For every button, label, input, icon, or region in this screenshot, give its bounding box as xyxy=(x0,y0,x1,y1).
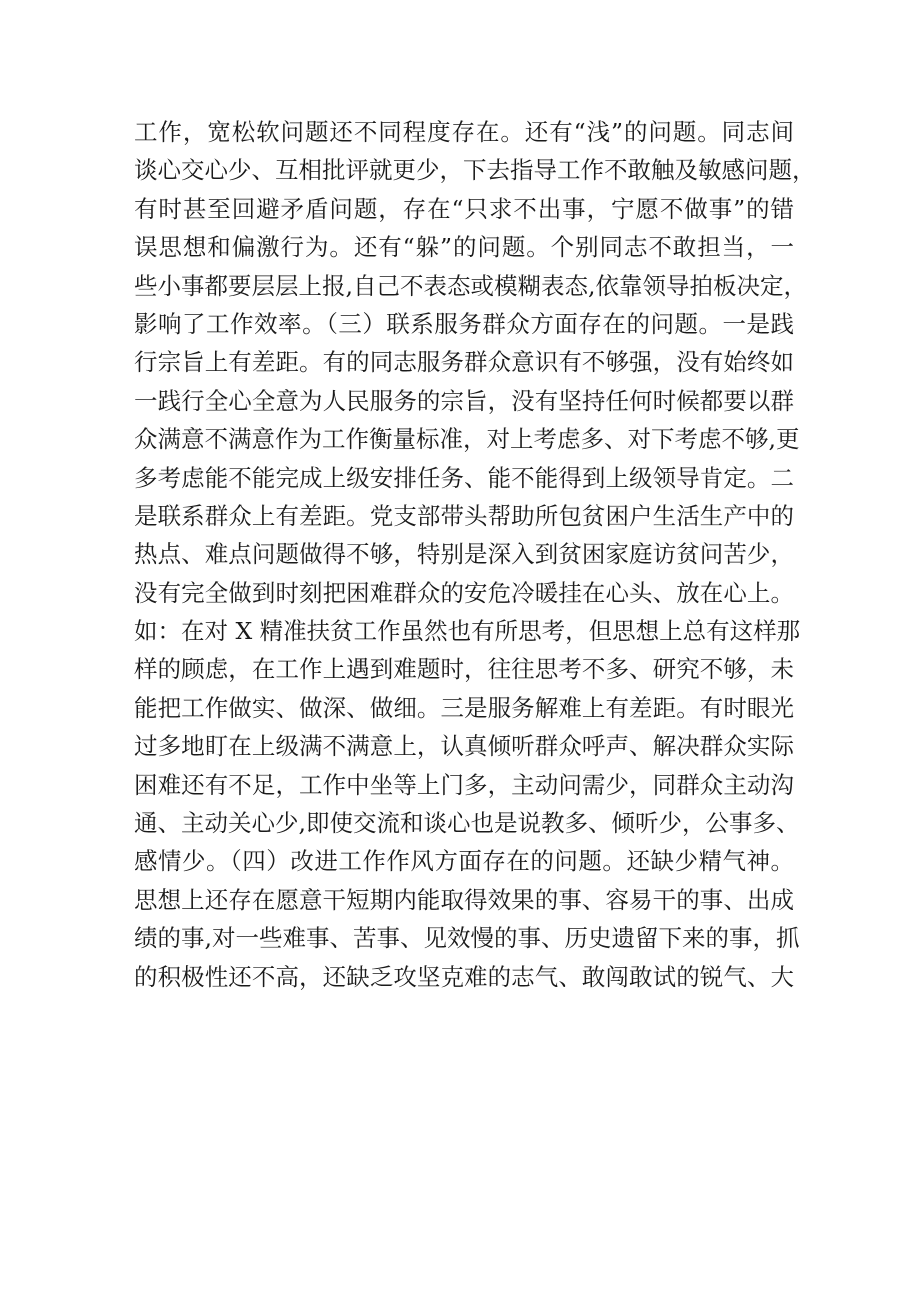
text-line: 如：在对 X 精准扶贫工作虽然也有所思考，但思想上总有这样那 xyxy=(134,617,801,646)
text-line: 谈心交心少、互相批评就更少，下去指导工作不敢触及敏感问题， xyxy=(134,156,816,185)
text-line: 热点、难点问题做得不够，特别是深入到贫困家庭访贫问苦少， xyxy=(134,540,794,569)
text-line: 的积极性还不高，还缺乏攻坚克难的志气、敢闯敢试的锐气、大 xyxy=(134,962,794,991)
text-line: 是联系群众上有差距。党支部带头帮助所包贫困户生活生产中的 xyxy=(134,501,794,530)
text-line: 众满意不满意作为工作衡量标准，对上考虑多、对下考虑不够,更 xyxy=(134,425,800,454)
text-line: 思想上还存在愿意干短期内能取得效果的事、容易干的事、出成 xyxy=(134,885,794,914)
text-line: 感情少。（四）改进工作作风方面存在的问题。还缺少精气神。 xyxy=(134,847,794,876)
text-line: 误思想和偏激行为。还有“躲”的问题。个别同志不敢担当，一 xyxy=(134,233,794,262)
text-line: 没有完全做到时刻把困难群众的安危冷暖挂在心头、放在心上。 xyxy=(134,578,794,607)
text-line: 行宗旨上有差距。有的同志服务群众意识有不够强，没有始终如 xyxy=(134,348,794,377)
text-line: 一践行全心全意为人民服务的宗旨，没有坚持任何时候都要以群 xyxy=(134,386,794,415)
text-line: 有时甚至回避矛盾问题，存在“只求不出事，宁愿不做事”的错 xyxy=(134,194,794,223)
text-line: 绩的事,对一些难事、苦事、见效慢的事、历史遗留下来的事，抓 xyxy=(134,924,800,953)
text-line: 能把工作做实、做深、做细。三是服务解难上有差距。有时眼光 xyxy=(134,693,794,722)
text-line: 工作，宽松软问题还不同程度存在。还有“浅”的问题。同志间 xyxy=(134,118,794,146)
text-line: 过多地盯在上级满不满意上，认真倾听群众呼声、解决群众实际 xyxy=(134,732,794,761)
text-line: 通、主动关心少,即使交流和谈心也是说教多、倾听少，公事多、 xyxy=(134,809,800,838)
text-line: 困难还有不足，工作中坐等上门多，主动问需少，同群众主动沟 xyxy=(134,770,794,799)
text-line: 些小事都要层层上报,自己不表态或模糊表态,依靠领导拍板决定， xyxy=(134,271,807,300)
text-line: 多考虑能不能完成上级安排任务、能不能得到上级领导肯定。二 xyxy=(134,463,794,492)
document-body xyxy=(134,113,816,996)
text-line: 影响了工作效率。（三）联系服务群众方面存在的问题。一是践 xyxy=(134,309,794,338)
text-line: 样的顾虑，在工作上遇到难题时，往往思考不多、研究不够，未 xyxy=(134,655,794,684)
